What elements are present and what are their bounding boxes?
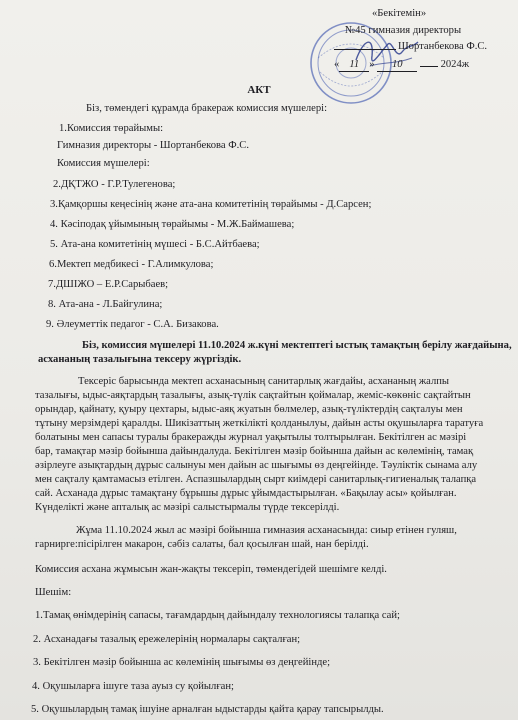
date-month: 10 bbox=[377, 58, 417, 72]
member-item: 9. Әлеуметтік педагог - С.А. Бизакова. bbox=[46, 319, 219, 330]
member-item: 7.ДШІЖО – Е.Р.Сарыбаев; bbox=[48, 279, 169, 290]
chair-heading: 1.Комиссия төрайымы: bbox=[59, 123, 164, 134]
decision-item: 3. Бекітілген мәзір бойынша ас көлемінің шығымы өз деңгейінде; bbox=[33, 657, 331, 668]
inspection-line: тұтыну мерзімдері қаралды. Шикізаттың жеткілікті қолданылуы, дайын асты оқушыларға таратуға bbox=[35, 418, 484, 429]
handwritten-signature bbox=[352, 30, 422, 80]
inspection-line: бар, тамақтар мәзір бойынша дайындалуда. Бекітілген мәзір бойынша дайын ас көлемінің, тамақ bbox=[35, 446, 474, 457]
member-item: 4. Кәсіподақ ұйымының төрайымы - М.Ж.Баймашева; bbox=[50, 219, 295, 230]
statement-line: асхананың тазалығына тексеру жүргіздік. bbox=[38, 354, 242, 365]
inspection-line: орындар, қайнату, қуыру цехтары, ыдыс-аяқ жуатын бөлмелер, азық-түліктердің сақталуы мен bbox=[35, 404, 463, 415]
conclusion-line: Комиссия асхана жұмысын жан-жақты тексеріп, төмендегідей шешімге келді. bbox=[35, 564, 387, 575]
member-item: 8. Ата-ана - Л.Байгулина; bbox=[48, 299, 163, 310]
inspection-line: болатыны мен сапасы туралы бракеражды журнал уақытылы толтырылған. Бекітілген ас мәзірі bbox=[35, 432, 467, 443]
member-item: 2.ДҚТЖО - Г.Р.Тулегенова; bbox=[53, 179, 176, 190]
date-blank bbox=[420, 66, 438, 67]
approval-date bbox=[334, 58, 469, 72]
chair-line: Гимназия директоры - Шортанбекова Ф.С. bbox=[57, 140, 250, 151]
decision-item: 5. Оқушылардың тамақ ішуіне арналған ыдыстарды қайта қарау тапсырылды. bbox=[31, 704, 384, 715]
intro-line: Біз, төмендегі құрамда бракераж комиссия мүшелері: bbox=[86, 103, 328, 114]
director-name: Шортанбекова Ф.С. bbox=[398, 41, 488, 52]
decision-heading: Шешім: bbox=[35, 587, 72, 598]
member-item: 6.Мектеп медбикесі - Г.Алимкулова; bbox=[49, 259, 214, 270]
date-day: 11 bbox=[339, 58, 369, 72]
date-year: 2024ж bbox=[440, 59, 470, 70]
inspection-line: тазалығы, ыдыс-аяқтардың тазалығы, азық-түлік сақтайтын қоймалар, жеміс-көкөніс сақтайтын bbox=[35, 390, 471, 401]
inspection-line: мен сақталу қамтамасыз етілген. Аспазшылардың сырт киімдері санитарлық-гигиеналық талапқа bbox=[35, 474, 477, 485]
member-item: 5. Ата-ана комитетінің мүшесі - Б.С.Айтбаева; bbox=[50, 239, 260, 250]
decision-item: 4. Оқушыларға ішуге таза ауыз су қойылған; bbox=[32, 681, 234, 692]
director-position: №45 гимназия директоры bbox=[345, 25, 462, 36]
decision-item: 1.Тамақ өнімдерінің сапасы, тағамдардың дайындалу технологиясы талапқа сай; bbox=[35, 610, 400, 621]
member-item: 3.Қамқоршы кеңесінің және ата-ана комитетінің төрайымы - Д.Сарсен; bbox=[50, 199, 372, 210]
approval-label: «Бекітемін» bbox=[372, 8, 427, 19]
signature-line bbox=[334, 49, 396, 50]
inspection-line: Күнделікті және апталық ас мәзірі салыстырмалы түрде тексерілді. bbox=[35, 502, 340, 513]
inspection-line: сай. Асханада дұрыс тамақтану бұрышы дұрыс ұйымдастырылған. «Бақылау асы» қойылған. bbox=[35, 488, 457, 499]
document-title: АКТ bbox=[247, 84, 271, 96]
statement-line: Біз, комиссия мүшелері 11.10.2024 ж.күні мектептегі ыстық тамақтың берілу жағдайына, bbox=[82, 340, 512, 351]
menu-line: гарнирге:пісірілген макарон, сәбіз салаты, бал қосылған шай, нан берілді. bbox=[35, 539, 369, 550]
inspection-line: әзірлеуге азықтардың дұрыс салынуы мен дайын ас шығымы өз деңгейінде. Тәуліктік сынама алу bbox=[35, 460, 478, 471]
date-open-quote: « bbox=[334, 59, 340, 70]
date-close-quote: » bbox=[369, 59, 375, 70]
menu-line: Жұма 11.10.2024 жыл ас мәзірі бойынша гимназия асханасында: сиыр етінен гуляш, bbox=[76, 525, 457, 536]
inspection-line: Тексеріс барысында мектеп асханасының санитарлық жағдайы, асхананың жалпы bbox=[78, 376, 450, 387]
decision-item: 2. Асханадағы тазалық ережелерінің нормалары сақталған; bbox=[33, 634, 301, 645]
members-heading: Комиссия мүшелері: bbox=[57, 158, 150, 169]
